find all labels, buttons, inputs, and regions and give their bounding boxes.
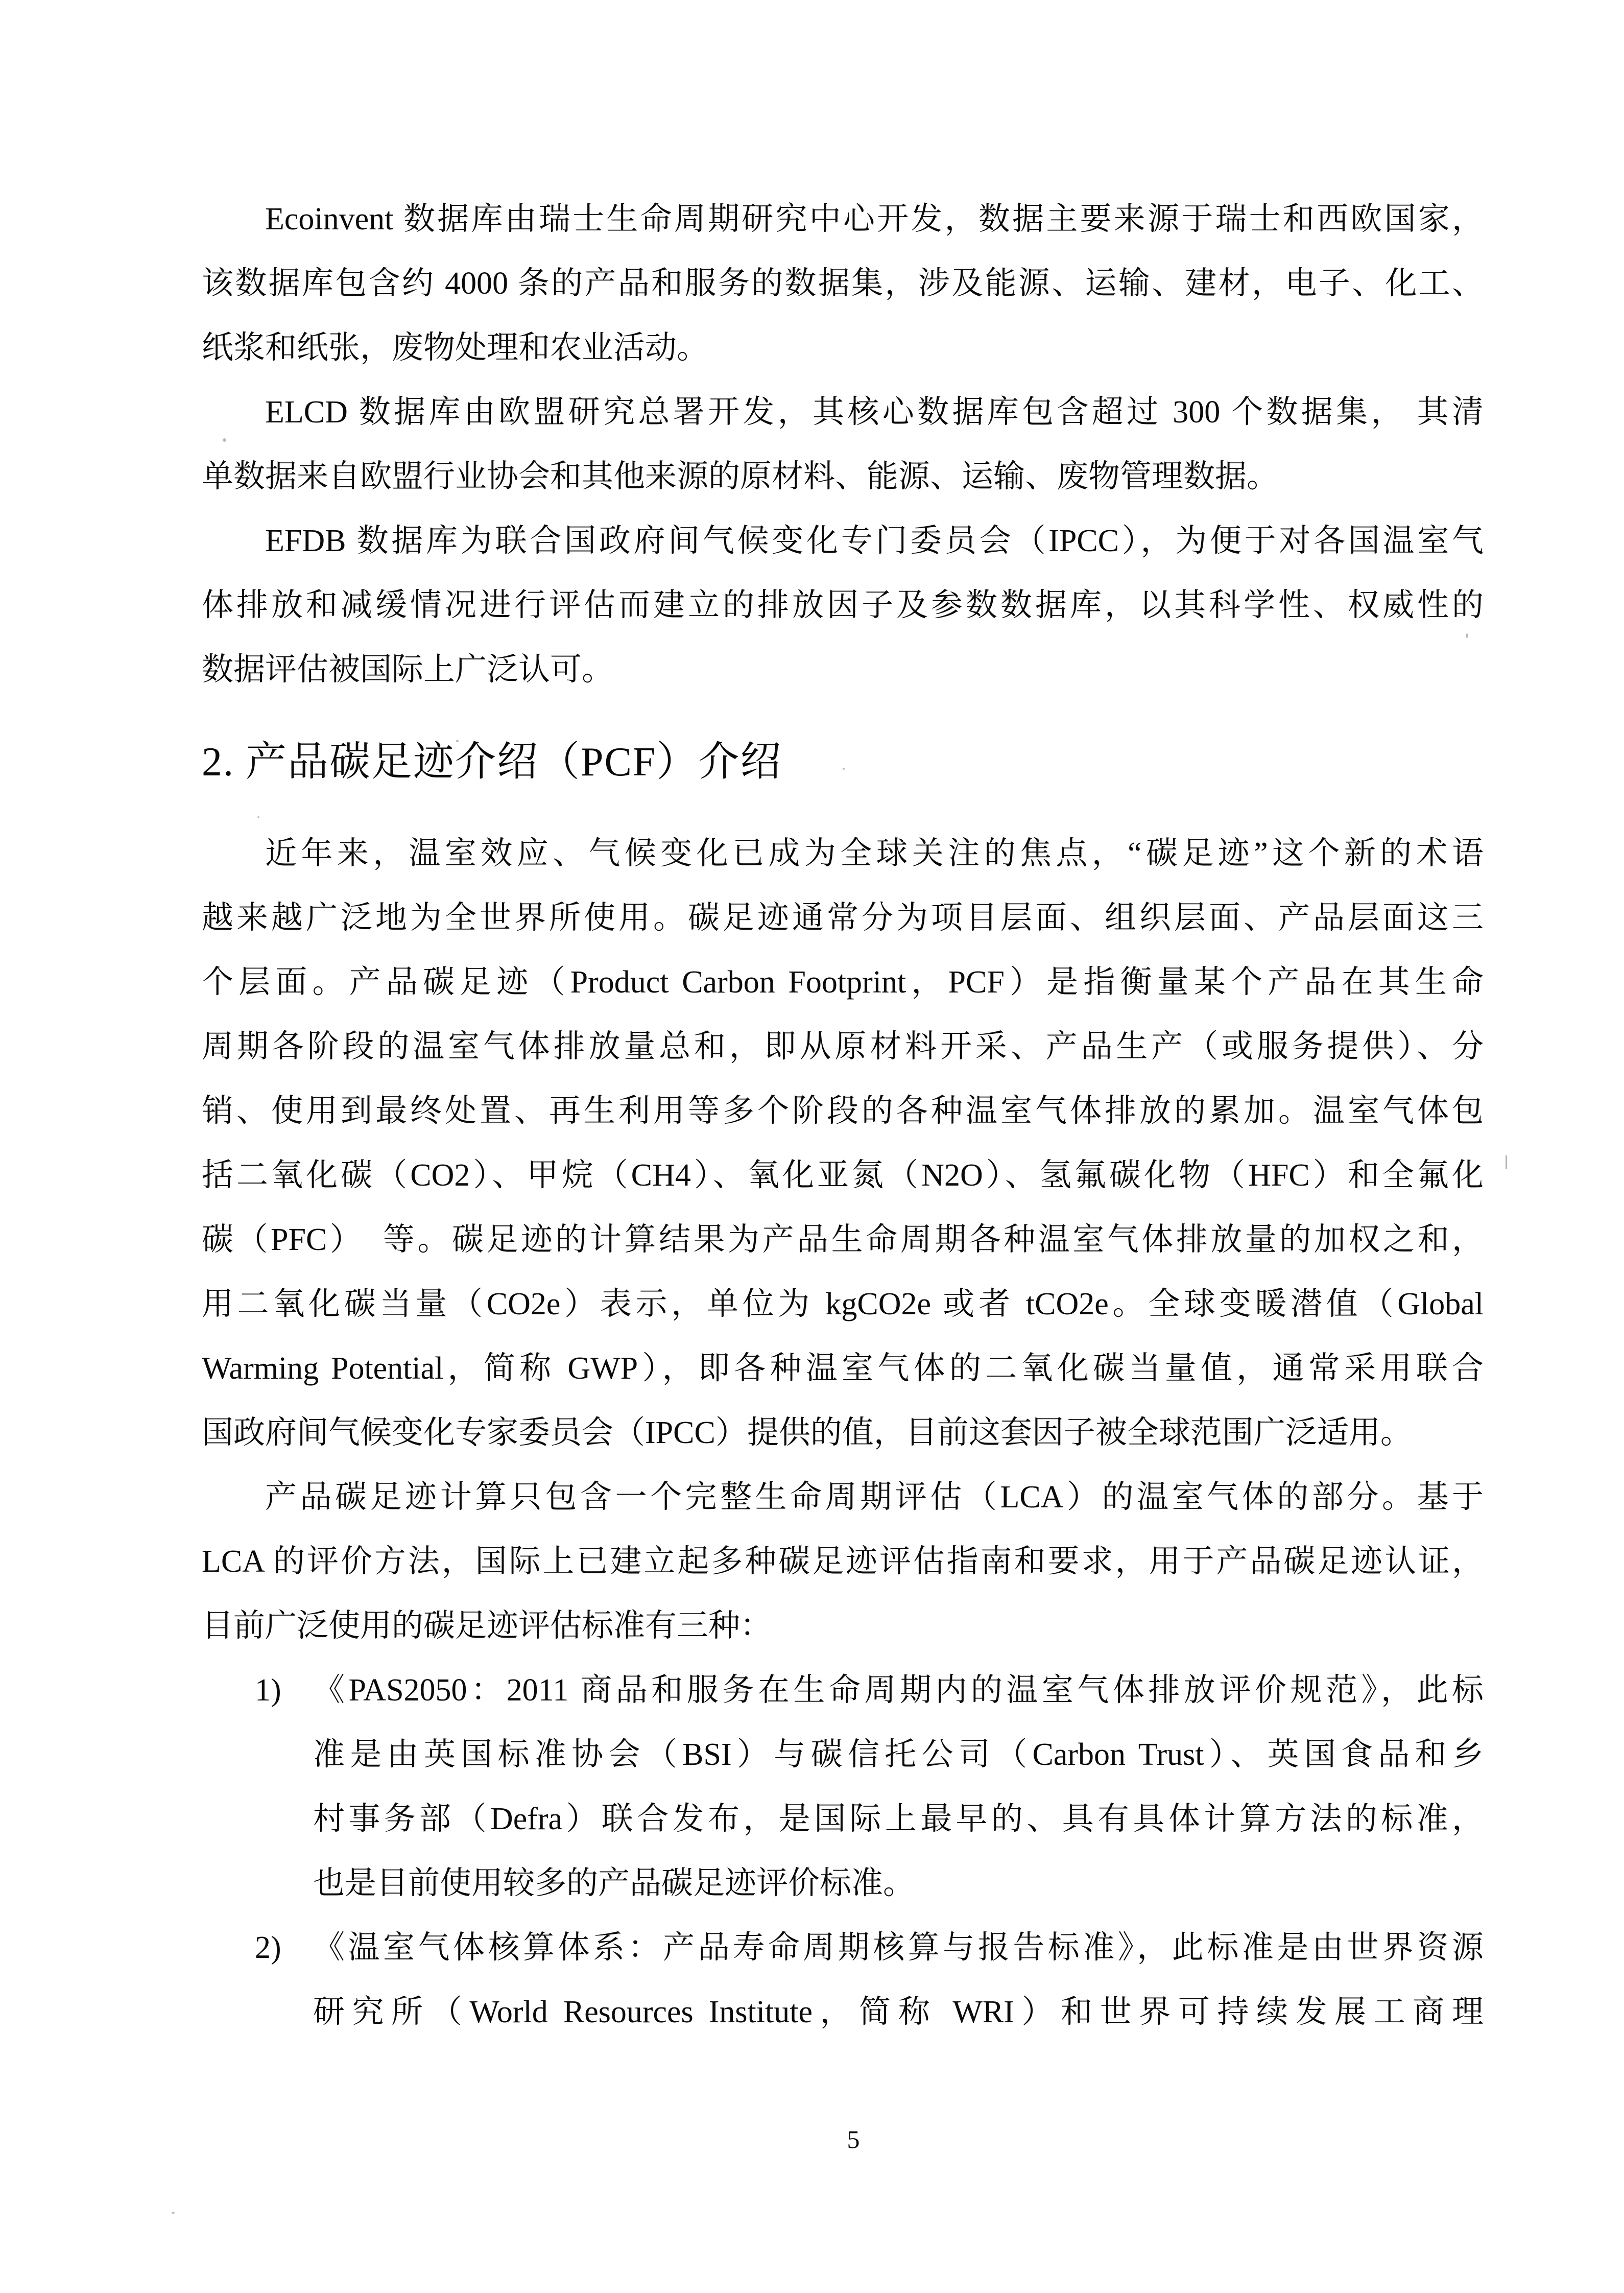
list-item-pas2050-line: 村事务部（Defra）联合发布，是国际上最早的、具有具体计算方法的标准， <box>313 1802 1484 1836</box>
paragraph-pcf-intro-line: 近年来，温室效应、气候变化已成为全球关注的焦点，“碳足迹”这个新的术语 <box>265 836 1484 871</box>
paragraph-pcf-intro-line: 周期各阶段的温室气体排放量总和，即从原材料开采、产品生产（或服务提供）、分 <box>202 1029 1484 1064</box>
paragraph-efdb-line: 数据评估被国际上广泛认可。 <box>202 652 614 687</box>
list-item-ghg-protocol-line <box>202 1916 1484 1980</box>
paragraph-efdb-line: 体排放和减缓情况进行评估而建立的排放因子及参数数据库，以其科学性、权威性的 <box>202 588 1484 623</box>
list-item-number: 1) <box>255 1673 281 1708</box>
scan-artifact <box>1506 1155 1507 1169</box>
scan-artifact <box>223 438 226 442</box>
scan-artifact <box>172 2212 175 2214</box>
paragraph-efdb-line: EFDB 数据库为联合国政府间气候变化专门委员会（IPCC），为便于对各国温室气 <box>265 524 1484 558</box>
paragraph-elcd-line: 单数据来自欧盟行业协会和其他来源的原材料、能源、运输、废物管理数据。 <box>202 459 1279 494</box>
paragraph-pcf-intro-line: 国政府间气候变化专家委员会（IPCC）提供的值，目前这套因子被全球范围广泛适用。 <box>202 1415 1412 1450</box>
paragraph-ecoinvent-line: Ecoinvent 数据库由瑞士生命周期研究中心开发，数据主要来源于瑞士和西欧国家， <box>265 202 1484 237</box>
scan-artifact <box>257 816 259 818</box>
list-item-ghg-protocol-line: 研究所（World Resources Institute，简称 WRI）和世界可持续发展工商理 <box>313 1995 1484 2029</box>
list-item-pas2050-line: 也是目前使用较多的产品碳足迹评价标准。 <box>313 1866 915 1901</box>
paragraph-pcf-intro-line: 括二氧化碳（CO2）、甲烷（CH4）、氧化亚氮（N2O）、氢氟碳化物（HFC）和全氟化 <box>202 1158 1484 1193</box>
paragraph-pcf-intro-line: 越来越广泛地为全世界所使用。碳足迹通常分为项目层面、组织层面、产品层面这三 <box>202 901 1484 935</box>
list-item-pas2050-line <box>202 1658 1484 1722</box>
list-item-text: 《PAS2050：2011 商品和服务在生命周期内的温室气体排放评价规范》，此标 <box>313 1673 1484 1708</box>
page-number: 5 <box>847 2125 860 2154</box>
paragraph-pcf-intro-line: Warming Potential，简称 GWP），即各种温室气体的二氧化碳当量值，通常采用联合 <box>202 1351 1484 1386</box>
scan-artifact <box>703 1048 704 1050</box>
scan-artifact <box>1466 633 1468 638</box>
list-item-text: 《温室气体核算体系：产品寿命周期核算与报告标准》，此标准是由世界资源 <box>313 1930 1484 1965</box>
document-text-block <box>202 187 1484 2044</box>
paragraph-lca-standards-line: 产品碳足迹计算只包含一个完整生命周期评估（LCA）的温室气体的部分。基于 <box>265 1480 1484 1515</box>
paragraph-pcf-intro-line: 个层面。产品碳足迹（Product Carbon Footprint，PCF）是指衡量某个产品在其生命 <box>202 965 1484 1000</box>
paragraph-ecoinvent-line: 该数据库包含约 4000 条的产品和服务的数据集，涉及能源、运输、建材，电子、化工、 <box>202 266 1484 301</box>
scan-artifact <box>843 768 845 770</box>
paragraph-ecoinvent-line: 纸浆和纸张，废物处理和农业活动。 <box>202 330 709 365</box>
list-item-pas2050-line: 准是由英国标准协会（BSI）与碳信托公司（Carbon Trust）、英国食品和乡 <box>313 1737 1484 1772</box>
list-item-number: 2) <box>255 1930 281 1965</box>
paragraph-pcf-intro-line: 用二氧化碳当量（CO2e）表示，单位为 kgCO2e 或者 tCO2e。全球变暖潜值（Global <box>202 1287 1484 1321</box>
paragraph-elcd-line: ELCD 数据库由欧盟研究总署开发，其核心数据库包含超过 300 个数据集， 其清 <box>265 395 1484 430</box>
paragraph-pcf-intro-line: 碳（PFC） 等。碳足迹的计算结果为产品生命周期各种温室气体排放量的加权之和， <box>202 1222 1484 1257</box>
scan-artifact <box>1468 1737 1471 1739</box>
scan-artifact <box>456 740 459 742</box>
paragraph-lca-standards-line: 目前广泛使用的碳足迹评估标准有三种： <box>202 1609 772 1643</box>
paragraph-pcf-intro-line: 销、使用到最终处置、再生利用等多个阶段的各种温室气体排放的累加。温室气体包 <box>202 1094 1484 1128</box>
scan-artifact <box>973 1373 975 1375</box>
paragraph-lca-standards-line: LCA 的评价方法，国际上已建立起多种碳足迹评估指南和要求，用于产品碳足迹认证， <box>202 1544 1484 1579</box>
section-heading-pcf: 2. 产品碳足迹介绍（PCF）介绍 <box>202 740 782 785</box>
